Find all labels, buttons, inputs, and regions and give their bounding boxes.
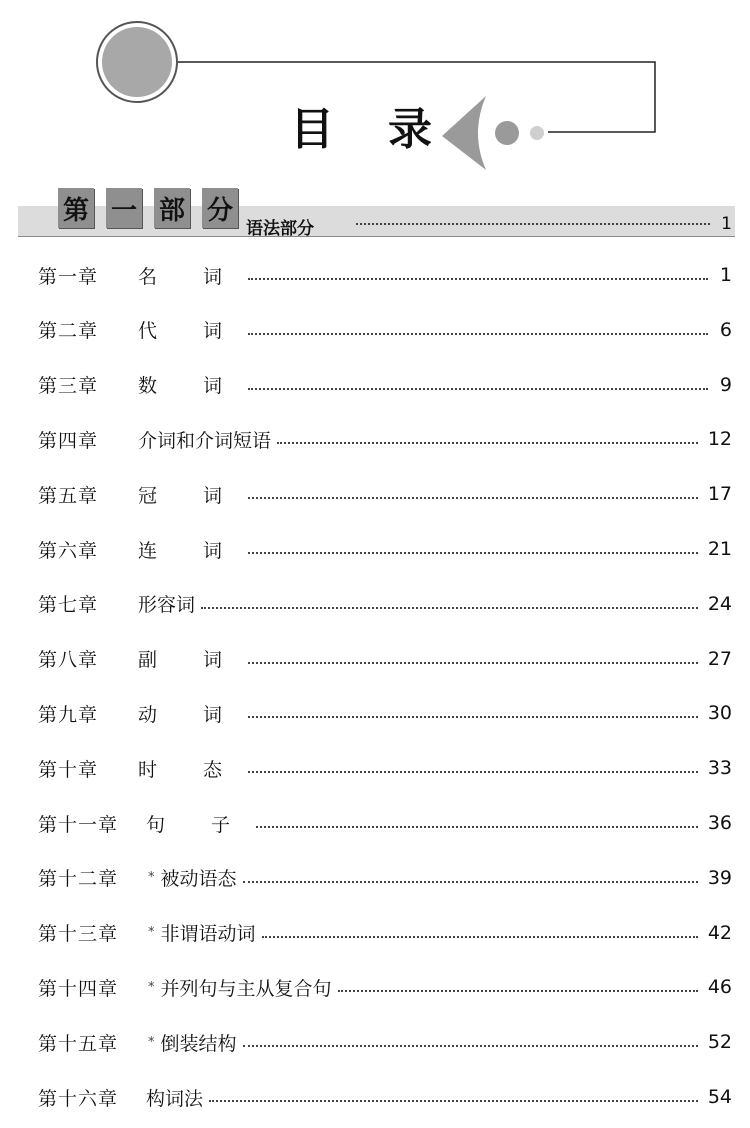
page-title-char-1: 目 xyxy=(290,104,334,155)
chapter-title: 并列句与主从复合句 xyxy=(160,977,332,1000)
toc-entry[interactable] xyxy=(38,419,732,459)
page-number: 39 xyxy=(707,866,732,889)
chapter-title: 副 词 xyxy=(138,649,243,672)
chapter-number: 第十二章 xyxy=(38,868,119,891)
chapter-number: 第二章 xyxy=(38,320,99,343)
chapter-title: 句 子 xyxy=(146,813,251,836)
chapter-number: 第一章 xyxy=(38,265,99,288)
chapter-number: 第十一章 xyxy=(38,813,119,836)
optional-star-icon: * xyxy=(148,979,155,995)
chapter-title: 连 词 xyxy=(138,539,243,562)
part-leader-dots xyxy=(356,223,710,225)
toc-entry[interactable] xyxy=(38,1022,732,1062)
toc-entry[interactable] xyxy=(38,693,732,733)
leader-dots xyxy=(248,278,708,280)
chapter-title: 名 词 xyxy=(138,265,243,288)
triangle-shape xyxy=(442,96,486,170)
chapter-title: 介词和介词短语 xyxy=(138,429,272,452)
chapter-title: 代 词 xyxy=(138,320,243,343)
leader-dots xyxy=(256,826,698,828)
chapter-title: 数 词 xyxy=(138,375,243,398)
medium-circle xyxy=(495,121,519,145)
chapter-number: 第七章 xyxy=(38,594,99,617)
chapter-number: 第三章 xyxy=(38,375,99,398)
chapter-number: 第十章 xyxy=(38,758,99,781)
part-label-char: 第 xyxy=(58,188,94,228)
optional-star-icon: * xyxy=(148,870,155,886)
small-circle xyxy=(530,126,544,140)
chapter-number: 第四章 xyxy=(38,429,99,452)
part-label-char: 一 xyxy=(106,188,142,228)
chapter-number: 第十六章 xyxy=(38,1087,119,1110)
toc-entry[interactable] xyxy=(38,913,732,953)
chapter-title: 倒装结构 xyxy=(160,1032,237,1055)
toc-entry[interactable] xyxy=(38,1077,732,1117)
page-number: 52 xyxy=(707,1031,732,1054)
chapter-number: 第十三章 xyxy=(38,923,119,946)
leader-dots xyxy=(248,388,708,390)
toc-entry[interactable] xyxy=(38,474,732,514)
chapter-title: 非谓语动词 xyxy=(160,923,256,946)
leader-dots xyxy=(248,716,698,718)
leader-dots xyxy=(248,662,698,664)
page-number: 42 xyxy=(707,921,732,944)
chapter-number: 第九章 xyxy=(38,703,99,726)
toc-entry[interactable] xyxy=(38,584,732,624)
page-number: 36 xyxy=(707,812,732,834)
leader-dots xyxy=(201,607,698,609)
toc-entry[interactable] xyxy=(38,255,732,295)
leader-dots xyxy=(243,881,698,883)
part-page-number: 1 xyxy=(721,214,732,234)
leader-dots xyxy=(248,497,698,499)
chapter-number: 第六章 xyxy=(38,539,99,562)
chapter-title: 构词法 xyxy=(146,1087,204,1110)
leader-dots xyxy=(248,771,698,773)
page-number: 6 xyxy=(719,318,732,341)
page-number: 24 xyxy=(707,592,732,615)
chapter-title: 被动语态 xyxy=(160,868,237,891)
leader-dots xyxy=(248,333,708,335)
page-number: 33 xyxy=(707,757,732,780)
leader-dots xyxy=(262,936,698,938)
page-number: 12 xyxy=(707,428,732,451)
page-title-char-2: 录 xyxy=(388,104,432,155)
leader-dots xyxy=(243,1045,698,1047)
toc-entry[interactable] xyxy=(38,858,732,898)
part-label-char: 部 xyxy=(154,188,190,228)
page-number: 1 xyxy=(719,264,732,286)
part-label xyxy=(58,188,238,228)
large-circle xyxy=(102,27,172,97)
page-number: 21 xyxy=(707,538,732,560)
title-decoration xyxy=(0,0,750,190)
page-number: 30 xyxy=(707,702,732,725)
chapter-number: 第八章 xyxy=(38,649,99,672)
page-number: 46 xyxy=(707,976,732,999)
chapter-title: 动 词 xyxy=(138,703,243,726)
chapter-number: 第十五章 xyxy=(38,1032,119,1055)
toc-entry[interactable] xyxy=(38,803,732,843)
toc-entry[interactable] xyxy=(38,967,732,1007)
chapter-number: 第五章 xyxy=(38,484,99,507)
leader-dots xyxy=(338,990,698,992)
chapter-title: 形容词 xyxy=(138,594,196,617)
page-number: 27 xyxy=(707,647,732,670)
toc-entry[interactable] xyxy=(38,639,732,679)
toc-entry[interactable] xyxy=(38,748,732,788)
chapter-number: 第十四章 xyxy=(38,977,119,1000)
toc-entry[interactable] xyxy=(38,310,732,350)
toc-entry[interactable] xyxy=(38,365,732,405)
leader-dots xyxy=(248,552,698,554)
page-number: 17 xyxy=(707,483,732,506)
chapter-title: 时 态 xyxy=(138,758,243,781)
part-subtitle: 语法部分 xyxy=(246,219,314,239)
optional-star-icon: * xyxy=(148,925,155,941)
toc-entry[interactable] xyxy=(38,529,732,569)
page-number: 9 xyxy=(719,373,732,396)
page-number: 54 xyxy=(707,1086,732,1108)
part-label-char: 分 xyxy=(202,188,238,228)
leader-dots xyxy=(209,1100,698,1102)
optional-star-icon: * xyxy=(148,1034,155,1050)
chapter-title: 冠 词 xyxy=(138,484,243,507)
leader-dots xyxy=(277,442,698,444)
